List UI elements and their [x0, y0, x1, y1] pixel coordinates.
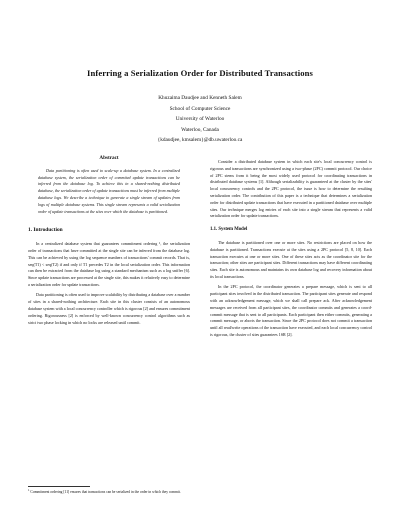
abstract-heading: Abstract — [99, 155, 119, 161]
author-university: University of Waterloo — [175, 116, 225, 122]
author-block — [0, 93, 400, 146]
footnote — [28, 488, 190, 495]
intro-paragraph-2: Data partitioning is often used to improve scalability by distributing a database over a number of sites in a shared-nothing architecture. Each site in this cluster consists of an autonomous database system with a local concurrency controller which is rigorous [2] and ensures commitment ordering. Rigorousness [2] is enforced by well-known concurrency control algorithms such as strict two phase locking in which no locks are released until commit. — [28, 292, 190, 325]
footnote-marker: 1 — [28, 488, 30, 492]
author-dept: School of Computer Science — [169, 105, 231, 112]
right-paragraph-1: Consider a distributed database system in which each site's local concurrency control is rigorous and transactions are synchronized using a two-phase (2PC) commit protocol. Our choice of 2PC stems from it being the most widely used protocol for coordinating transactions in distributed database systems [1]. Although serializability is guaranteed at the cluster by the sites' local concurrency controls and the 2PC protocol, the issue is how to determine the resulting serialization order. The contribution of this paper is a technique that determines a serialization order for distributed update transactions that have executed in a partitioned database over multiple sites. Our technique merges log entries of each site into a single stream that represents a valid serialization order for update transactions. — [210, 159, 372, 219]
paper-title: Inferring a Serialization Order for Distributed Transactions — [87, 68, 313, 78]
footnote-text: Commitment ordering [11] ensures that transactions can be serialized in the order in which they commit. — [30, 490, 181, 495]
author-email: {kdaudjee, kmsalem}@db.uwaterloo.ca — [157, 137, 243, 143]
intro-paragraph-1: In a centralized database system that guarantees commitment ordering ¹, the serialization order of transactions that have committed at the single site can be inferred from the database log. This can be achieved by using the log sequence numbers of transactions' commit records. That is, seq(T1) < seq(T2) if and only if T1 precedes T2 in the local serialization order. This information can then be extracted from the database log using a standard mechanism such as a log sniffer [6]. Since update transactions are processed at the single site, this makes it relatively easy to determine a serialization order for update transactions. — [28, 241, 190, 287]
system-model-paragraph-2: In the 2PC protocol, the coordinator generates a prepare message, which is sent to all participant sites involved in the distributed transaction. The participant sites generate and respond with an acknowledgement message, which we shall call prepare ack. After acknowledgement messages are received from all participant sites, the coordinator commits and generates a coord-commit message that is sent to all participants. Each participant then either commits, generating a commit message, or aborts the transaction. Since the 2PC protocol does not commit a transaction until all read/write operations of the transaction have executed, and each local concurrency control is rigorous, the cluster of sites guarantees 1SR [2]. — [210, 284, 372, 337]
author-location: Waterloo, Canada — [181, 126, 219, 133]
right-column — [210, 159, 372, 342]
footnote-rule — [28, 486, 90, 487]
subsection-1-1-heading: 1.1. System Model — [210, 227, 248, 233]
abstract-text: Data partitioning is often used to scale-up a database system. In a centralized database system, the serialization order of commited update transactions can be inferred from the database log. To achieve this in a shared-nothing distributed database, the serialization order of update transactions must be inferred from multiple database logs. We describe a technique to generate a single stream of updates from logs of multiple database systems. This single stream represents a valid serialization order of update transactions at the sites over which the database is partitioned. — [38, 167, 180, 214]
section-1-heading: 1. Introduction — [28, 227, 63, 234]
system-model-paragraph-1: The database is partitioned over one or more sites. No restrictions are placed on how the database is partitioned. Transactions execute at the sites using a 2PC protocol [5, 8, 10]. Each transaction executes at one or more sites. One of these sites acts as the coordinator site for the transaction; other sites are participant sites. Different transactions may have different coordinating sites. Each site is autonomous and maintains its own database log and recovery information about its local transactions. — [210, 239, 372, 279]
left-column — [28, 150, 190, 330]
author-names: Khuzaima Daudjee and Kenneth Salem — [158, 95, 242, 101]
